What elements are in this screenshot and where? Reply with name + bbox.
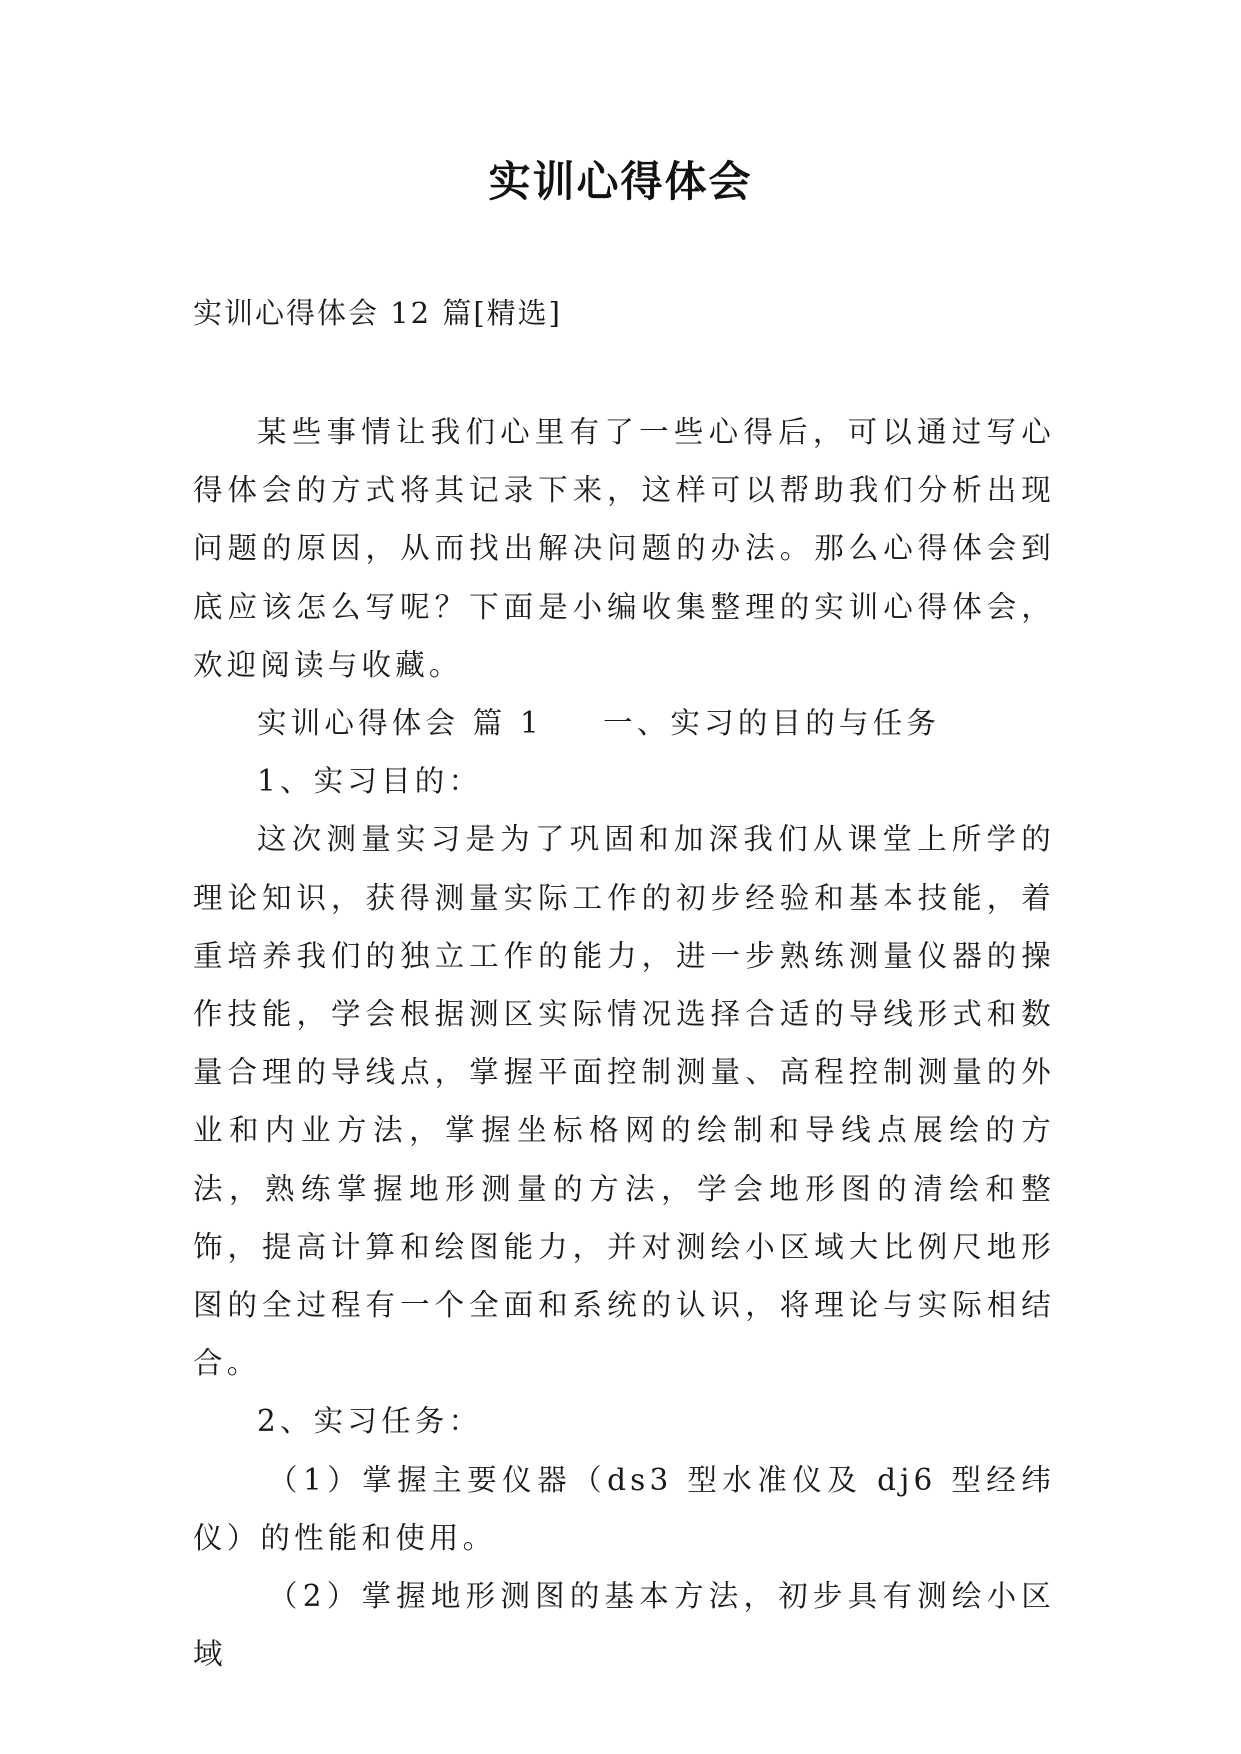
tasks-heading: 2、实习任务： [257, 1404, 483, 1439]
document-subtitle: 实训心得体会 12 篇[精选] [193, 296, 562, 330]
section-label: 实训心得体会 篇 1 [257, 706, 544, 741]
purpose-paragraph: 这次测量实习是为了巩固和加深我们从课堂上所学的理论知识，获得测量实际工作的初步经验和基本技能，着重培养我们的独立工作的能力，进一步熟练测量仪器的操作技能，学会根据测区实际情况选择合适的导线形式和数量合理的导线点，掌握平面控制测量、高程控制测量的外业和内业方法，掌握坐标格网的绘制和导线点展绘的方法，熟练掌握地形测量的方法，学会地形图的清绘和整饰，提高计算和绘图能力，并对测绘小区域大比例尺地形图的全过程有一个全面和系统的认识，将理论与实际相结合。 [193, 822, 1055, 1381]
section-heading: 一、实习的目的与任务 [603, 706, 941, 741]
intro-paragraph: 某些事情让我们心里有了一些心得后，可以通过写心得体会的方式将其记录下来，这样可以帮助我们分析出现问题的原因，从而找出解决问题的办法。那么心得体会到底应该怎么写呢？下面是小编收集整理的实训心得体会，欢迎阅读与收藏。 [193, 415, 1055, 682]
task-item-1: （1）掌握主要仪器（ds3 型水准仪及 dj6 型经纬仪）的性能和使用。 [193, 1462, 1055, 1555]
document-title: 实训心得体会 [488, 157, 753, 206]
document-body [193, 403, 1055, 1683]
purpose-heading: 1、实习目的： [257, 764, 483, 799]
task-item-2: （2）掌握地形测图的基本方法，初步具有测绘小区域 [193, 1579, 1055, 1672]
section-heading-line [193, 694, 1055, 752]
